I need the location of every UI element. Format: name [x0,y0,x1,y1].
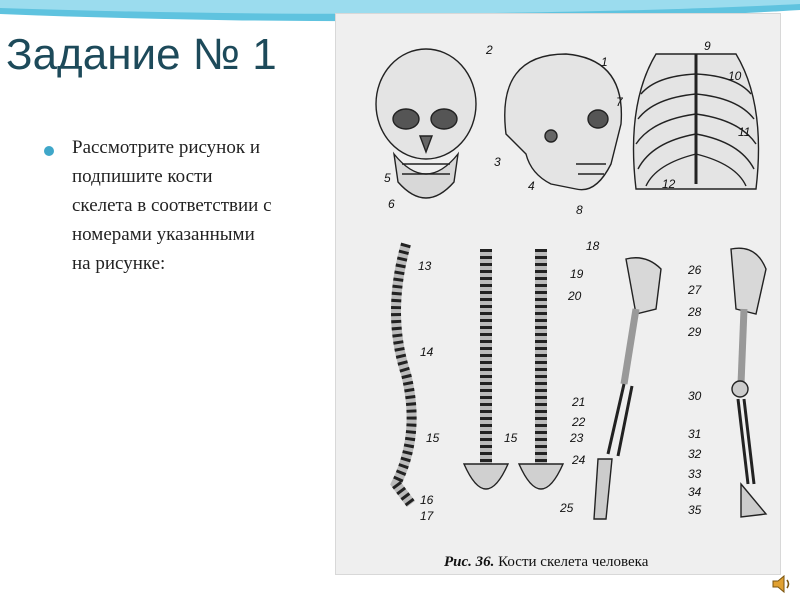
label-3: 3 [494,155,501,169]
label-8: 8 [576,203,583,217]
label-4: 4 [528,179,535,193]
speaker-icon[interactable] [770,572,794,596]
arm-drawing [594,258,661,519]
label-20: 20 [568,289,582,303]
label-12: 12 [662,177,676,191]
skeleton-drawing [336,14,780,574]
label-25: 25 [560,501,574,515]
caption-prefix: Рис. 36. [444,554,495,570]
skull-side-drawing [505,54,622,190]
label-15b: 15 [504,431,518,445]
label-27: 27 [688,283,702,297]
label-29: 29 [688,325,702,339]
label-35: 35 [688,503,702,517]
spine-front-drawing [464,249,508,489]
skeleton-figure [336,14,780,574]
label-6: 6 [388,197,395,211]
label-11: 11 [738,125,751,139]
figure-caption [444,554,648,571]
label-32: 32 [688,447,702,461]
label-28: 28 [688,305,702,319]
skull-front-drawing [376,49,476,198]
label-14: 14 [420,345,434,359]
spine-side-drawing [396,244,412,504]
spine-back-drawing [519,249,563,489]
label-22: 22 [572,415,586,429]
label-7: 7 [616,95,623,109]
label-15: 15 [426,431,440,445]
label-10: 10 [728,69,742,83]
label-31: 31 [688,427,702,441]
label-19: 19 [570,267,584,281]
label-33: 33 [688,467,702,481]
label-34: 34 [688,485,702,499]
caption-text: Кости скелета человека [498,554,649,570]
label-23: 23 [570,431,584,445]
label-21: 21 [572,395,586,409]
leg-drawing [731,248,766,517]
label-2: 2 [486,43,493,57]
bullet-dot [44,146,54,156]
label-24: 24 [572,453,586,467]
slide-title: Задание № 1 [6,30,277,79]
label-5: 5 [384,171,391,185]
label-26: 26 [688,263,702,277]
label-18: 18 [586,239,600,253]
label-13: 13 [418,259,432,273]
label-17: 17 [420,509,434,523]
label-9: 9 [704,39,711,53]
label-16: 16 [420,493,434,507]
label-30: 30 [688,389,702,403]
label-1: 1 [601,55,608,69]
instruction-text: Рассмотрите рисунок и подпишите кости скелета в соответствии с номерами указанными на рисунке: [72,137,272,274]
